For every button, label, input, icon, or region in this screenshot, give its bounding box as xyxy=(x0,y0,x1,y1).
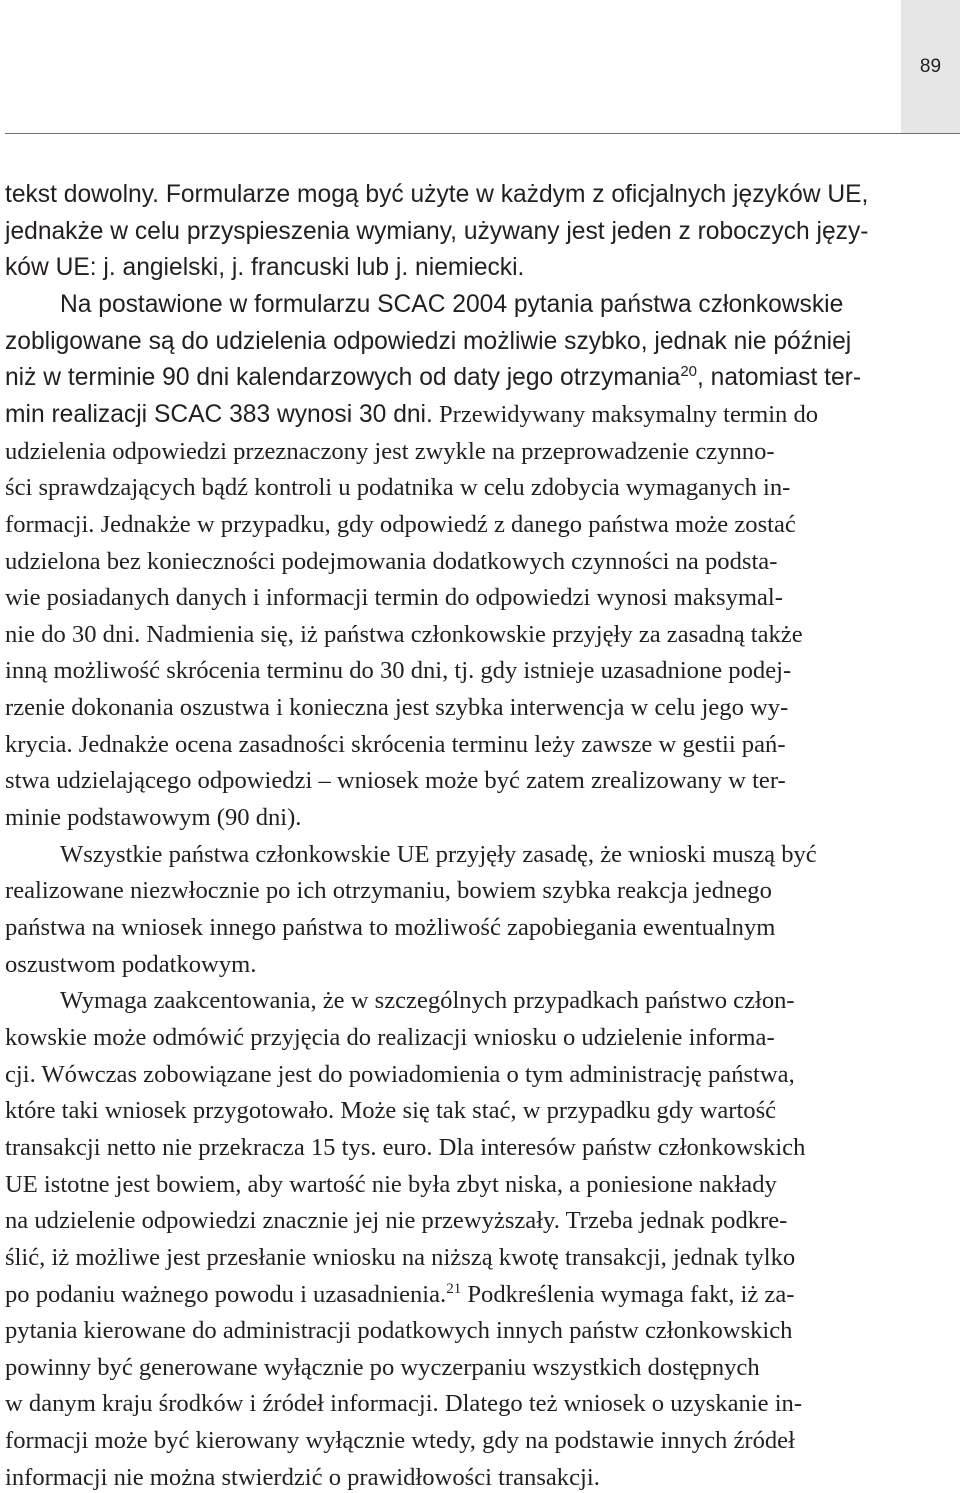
text-line xyxy=(5,1133,955,1163)
text-line xyxy=(5,1389,955,1419)
text-line xyxy=(5,656,955,686)
text-run: udzielona bez konieczności podejmowania dodatkowych czynności na podsta- xyxy=(5,547,778,575)
text-run: zobligowane są do udzielenia odpowiedzi możliwie szybko, jednak nie później xyxy=(5,327,852,355)
text-run: Podkreślenia wymaga fakt, iż za- xyxy=(461,1280,795,1308)
page-number-box xyxy=(901,0,960,134)
text-line xyxy=(5,803,955,833)
text-run: min realizacji SCAC 383 wynosi 30 dni. xyxy=(5,400,433,428)
text-line xyxy=(5,730,955,760)
text-run: , natomiast ter- xyxy=(697,364,862,392)
text-line xyxy=(5,766,955,796)
text-line xyxy=(5,180,955,210)
text-line xyxy=(5,1280,955,1310)
text-run: oszustwom podatkowym. xyxy=(5,950,257,978)
text-line xyxy=(5,217,955,247)
header-rule xyxy=(5,133,960,134)
text-line xyxy=(5,253,955,283)
text-run: ści sprawdzających bądź kontroli u podatnika w celu zdobycia wymaganych in- xyxy=(5,474,791,502)
page-number: 89 xyxy=(919,56,942,77)
text-run: państwa na wniosek innego państwa to możliwość zapobiegania ewentualnym xyxy=(5,914,776,941)
text-line xyxy=(5,437,955,467)
text-run: nie do 30 dni. Nadmienia się, iż państwa członkowskie przyjęły za zasadną także xyxy=(5,620,803,648)
text-run: cji. Wówczas zobowiązane jest do powiadomienia o tym administrację państwa, xyxy=(5,1060,795,1088)
text-line xyxy=(5,1023,955,1053)
text-line xyxy=(5,1426,955,1456)
text-run: minie podstawowym (90 dni). xyxy=(5,804,302,832)
text-line xyxy=(5,1170,955,1200)
text-line xyxy=(60,986,955,1016)
text-run: kowskie może odmówić przyjęcia do realizacji wniosku o udzielenie informa- xyxy=(5,1023,775,1051)
text-run: pytania kierowane do administracji podatkowych innych państw członkowskich xyxy=(5,1317,793,1345)
text-run: Przewidywany maksymalny termin do xyxy=(432,400,819,428)
text-line xyxy=(5,876,955,906)
text-run: na udzielenie odpowiedzi znacznie jej nie przewyższały. Trzeba jednak podkre- xyxy=(5,1207,788,1235)
text-run: transakcji netto nie przekracza 15 tys. euro. Dla interesów państw członkowskich xyxy=(5,1133,806,1161)
text-line xyxy=(5,693,955,723)
text-line xyxy=(5,363,955,393)
text-line xyxy=(5,583,955,613)
text-line xyxy=(5,547,955,577)
text-run: Wszystkie państwa członkowskie UE przyjęły zasadę, że wnioski muszą być xyxy=(60,840,817,868)
text-run: Na postawione w formularzu SCAC 2004 pytania państwa członkowskie xyxy=(60,290,844,318)
text-line xyxy=(5,1096,955,1126)
text-run: niż w terminie 90 dni kalendarzowych od daty jego otrzymania xyxy=(5,364,681,392)
text-line xyxy=(5,1316,955,1346)
text-run: formacji może być kierowany wyłącznie wtedy, gdy na podstawie innych źródeł xyxy=(5,1427,795,1455)
text-run: w danym kraju środków i źródeł informacji. Dlatego też wniosek o uzyskanie in- xyxy=(5,1390,803,1418)
text-line xyxy=(5,1463,955,1493)
text-run: krycia. Jednakże ocena zasadności skrócenia terminu leży zawsze w gestii pań- xyxy=(5,730,786,758)
text-run: tekst dowolny. Formularze mogą być użyte w każdym z oficjalnych języków UE, xyxy=(5,181,869,208)
footnote-ref: 21 xyxy=(446,1280,462,1297)
text-run: wie posiadanych danych i informacji termin do odpowiedzi wynosi maksymal- xyxy=(5,584,783,612)
text-run: które taki wniosek przygotowało. Może się tak stać, w przypadku gdy wartość xyxy=(5,1097,777,1125)
text-line xyxy=(5,1206,955,1236)
text-line xyxy=(5,1243,955,1273)
text-run: po podaniu ważnego powodu i uzasadnienia. xyxy=(5,1280,447,1308)
text-run: stwa udzielającego odpowiedzi – wniosek może być zatem zrealizowany w ter- xyxy=(5,767,786,795)
text-line xyxy=(5,327,955,357)
text-run: powinny być generowane wyłącznie po wyczerpaniu wszystkich dostępnych xyxy=(5,1353,760,1381)
text-run: udzielenia odpowiedzi przeznaczony jest zwykle na przeprowadzenie czynno- xyxy=(5,437,775,465)
text-run: rzenie dokonania oszustwa i konieczna jest szybka interwencja w celu jego wy- xyxy=(5,694,789,722)
text-line xyxy=(5,1353,955,1383)
text-line xyxy=(5,620,955,650)
text-run: realizowane niezwłocznie po ich otrzymaniu, bowiem szybka reakcja jednego xyxy=(5,877,772,905)
text-run: UE istotne jest bowiem, aby wartość nie była zbyt niska, a poniesione nakłady xyxy=(5,1170,777,1198)
text-run: formacji. Jednakże w przypadku, gdy odpowiedź z danego państwa może zostać xyxy=(5,510,796,538)
text-line xyxy=(5,510,955,540)
text-line xyxy=(5,1060,955,1090)
text-run: jednakże w celu przyspieszenia wymiany, używany jest jeden z roboczych języ- xyxy=(5,217,869,245)
text-run: Wymaga zaakcentowania, że w szczególnych przypadkach państwo człon- xyxy=(60,987,795,1015)
text-line xyxy=(5,913,955,943)
text-line xyxy=(60,290,955,320)
text-line xyxy=(60,840,955,870)
text-run: ków UE: j. angielski, j. francuski lub j. niemiecki. xyxy=(5,254,525,282)
text-run: ślić, iż możliwe jest przesłanie wniosku na niższą kwotę transakcji, jednak tylko xyxy=(5,1243,796,1271)
text-run: inną możliwość skrócenia terminu do 30 dni, tj. gdy istnieje uzasadnione podej- xyxy=(5,657,792,685)
footnote-ref: 20 xyxy=(680,363,697,381)
text-line xyxy=(5,473,955,503)
text-line xyxy=(5,950,955,980)
text-run: informacji nie można stwierdzić o prawidłowości transakcji. xyxy=(5,1463,600,1491)
text-line xyxy=(5,400,955,430)
